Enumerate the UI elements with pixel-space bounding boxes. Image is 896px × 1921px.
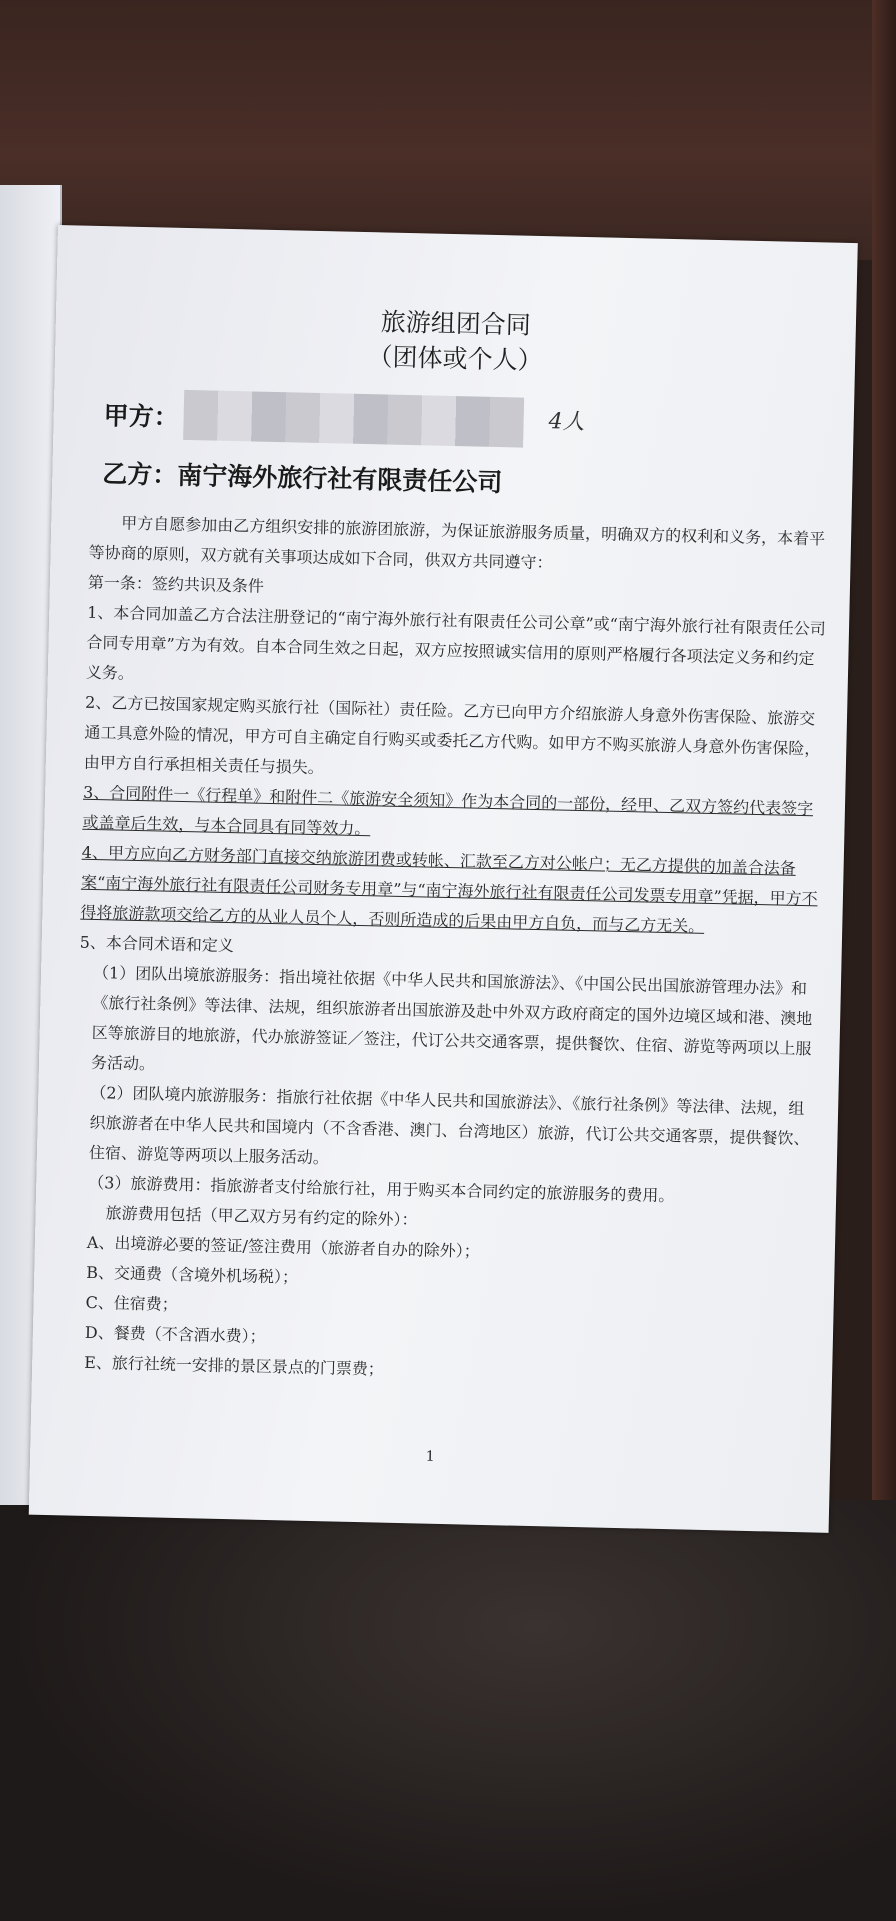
clause-5-heading: 5、本合同术语和定义 bbox=[79, 932, 235, 956]
clause-1: 1、本合同加盖乙方合法注册登记的“南宁海外旅行社有限责任公司公章”或“南宁海外旅行社有限责任公司合同专用章”方为有效。自本合同生效之日起，双方应按照诚实信用的原则严格履行各项法定义务和约定义务。 bbox=[85, 602, 826, 683]
desk-background-top bbox=[0, 0, 896, 260]
page-number: 1 bbox=[425, 1448, 435, 1465]
party-a-handwritten-note: 4人 bbox=[548, 409, 585, 435]
contract-page bbox=[29, 225, 858, 1533]
redacted-name-block bbox=[183, 390, 524, 448]
fee-item-e: E、旅行社统一安排的景区景点的门票费； bbox=[83, 1352, 385, 1379]
fee-item-c: C、住宿费； bbox=[85, 1292, 179, 1314]
party-a-label: 甲方： bbox=[103, 401, 180, 432]
desk-background-right bbox=[872, 0, 896, 1500]
intro-paragraph: 甲方自愿参加由乙方组织安排的旅游团旅游，为保证旅游服务质量，明确双方的权利和义务，本着平等协商的原则，双方就有关事项达成如下合同，供双方共同遵守： bbox=[88, 513, 826, 573]
party-b-name: 乙方：南宁海外旅行社有限责任公司 bbox=[102, 459, 503, 498]
definition-3: （3）旅游费用：指旅游者支付给旅行社，用于购买本合同约定的旅游服务的费用。 bbox=[88, 1172, 675, 1206]
clause-2: 2、乙方已按国家规定购买旅行社（国际社）责任险。乙方已向甲方介绍旅游人身意外伤害保险、旅游交通工具意外险的情况，甲方可自主确定自行购买或委托乙方代购。如甲方不购买旅游人身意外伤害保险，由甲方自行承担相关责任与损失。 bbox=[83, 692, 821, 778]
contract-title: 旅游组团合同 bbox=[380, 307, 532, 340]
article-1-heading: 第一条：签约共识及条件 bbox=[87, 572, 265, 596]
clause-4: 4、甲方应向乙方财务部门直接交纳旅游团费或转帐、汇款至乙方对公帐户；无乙方提供的加盖合法备案“南宁海外旅行社有限责任公司财务专用章”与“南宁海外旅行社有限责任公司发票专用章”凭据，甲方不得将旅游款项交给乙方的从业人员个人，否则所造成的后果由甲方自负，而与乙方无关。 bbox=[80, 842, 818, 936]
fee-item-b: B、交通费（含境外机场税）； bbox=[86, 1262, 299, 1287]
fee-item-a: A、出境游必要的签证/签注费用（旅游者自办的除外）； bbox=[86, 1232, 480, 1261]
contract-subtitle: （团体或个人） bbox=[367, 342, 543, 376]
definition-2: （2）团队境内旅游服务：指旅行社依据《中华人民共和国旅游法》、《旅行社条例》等法律、法规，组织旅游者在中华人民共和国境内（不含香港、澳门、台湾地区）旅游，代订公共交通客票，提供餐饮、住宿、游览等两项以上服务活动。 bbox=[88, 1082, 810, 1168]
clause-3: 3、合同附件一《行程单》和附件二《旅游安全须知》作为本合同的一部份，经甲、乙双方签约代表签字或盖章后生效，与本合同具有同等效力。 bbox=[82, 782, 814, 839]
definition-1: （1）团队出境旅游服务：指出境社依据《中华人民共和国旅游法》、《中国公民出国旅游管理办法》和《旅行社条例》等法律、法规，组织旅游者出国旅游及赴中外双方政府商定的国外边境区域和港、澳地区等旅游目的地旅游，代办旅游签证／签注，代订公共交通客票，提供餐饮、住宿、游览等两项以上服务活动。 bbox=[90, 962, 813, 1074]
desk-background-bottom bbox=[0, 1500, 896, 1921]
fee-list-intro: 旅游费用包括（甲乙双方另有约定的除外）： bbox=[105, 1203, 418, 1230]
fee-item-d: D、餐费（不含酒水费）； bbox=[84, 1322, 266, 1346]
